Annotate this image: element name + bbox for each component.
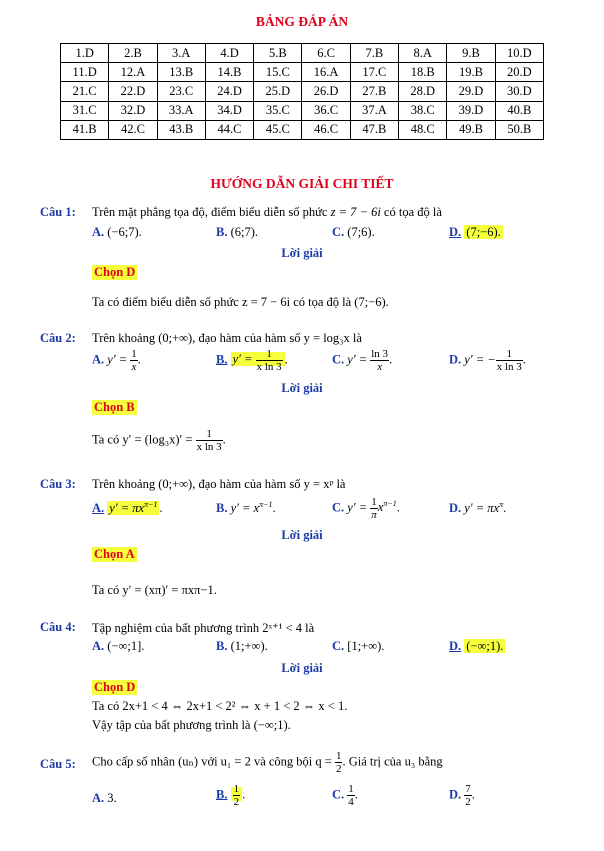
q5-option-b: B. $\frac{1}{2}$ . [216, 783, 246, 808]
answer-cell: 42.C [109, 120, 157, 139]
answer-cell: 5.B [254, 44, 302, 63]
answer-cell: 3.A [157, 44, 205, 63]
question-1-stem: Trên mặt phẳng tọa độ, điểm biểu diễn số phức z = 7 − 6i có tọa độ là [92, 205, 442, 219]
answer-cell: 44.C [205, 120, 253, 139]
q3-chosen-answer: Chọn A [94, 547, 135, 561]
q1-solution-text: Ta có điểm biểu diễn số phức z = 7 − 6i có tọa độ là (7;−6). [92, 295, 389, 309]
answer-cell: 36.C [302, 101, 350, 120]
answer-cell: 9.B [447, 44, 495, 63]
q5-option-d: D. $\frac{7}{2}$ . [449, 783, 475, 808]
answer-cell: 7.B [350, 44, 398, 63]
q4-option-d: D. (−∞;1). [449, 639, 504, 653]
question-2-label: Câu 2: [40, 331, 76, 345]
answer-cell: 10.D [495, 44, 543, 63]
q1-option-c: C. (7;6). [332, 225, 375, 239]
q3-option-b: B. $y' = x^{\pi-1}$. [216, 500, 276, 516]
answer-cell: 30.D [495, 82, 543, 101]
q2-solution-text: Ta có y′ = (log₃x)′ = $\frac{1}{\text{x ln 3}}$ . [92, 428, 226, 453]
q3-option-d: D. $y' = \pi x^\pi$. [449, 500, 507, 516]
answer-cell: 24.D [205, 82, 253, 101]
answer-cell: 16.A [302, 63, 350, 82]
q4-option-b: B. (1;+∞). [216, 639, 268, 653]
q1-option-d: D. (7;−6). [449, 225, 501, 239]
q2-option-a: A. y′ = $\frac{1}{x}$ . [92, 348, 141, 373]
answer-table [60, 43, 544, 140]
answer-cell: 27.B [350, 82, 398, 101]
answer-cell: 11.D [61, 63, 109, 82]
q2-option-d: D. y′ = − $\frac{1}{\text{x ln 3}}$ . [449, 348, 526, 373]
answer-cell: 28.D [399, 82, 447, 101]
q1-solution-heading: Lời giải [281, 246, 323, 260]
question-1-label: Câu 1: [40, 205, 76, 219]
q2-solution-heading: Lời giải [281, 381, 323, 395]
answer-cell: 49.B [447, 120, 495, 139]
answer-cell: 33.A [157, 101, 205, 120]
answer-cell: 38.C [399, 101, 447, 120]
answer-cell: 18.B [399, 63, 447, 82]
q1-chosen-answer: Chọn D [94, 265, 136, 279]
q4-solution-line-2: Vậy tập của bất phương trình là (−∞;1). [92, 718, 291, 732]
answer-cell: 6.C [302, 44, 350, 63]
answer-cell: 17.C [350, 63, 398, 82]
answer-cell: 20.D [495, 63, 543, 82]
q1-option-b: B. (6;7). [216, 225, 259, 239]
q4-solution-heading: Lời giải [281, 661, 323, 675]
answer-cell: 12.A [109, 63, 157, 82]
answer-cell: 22.D [109, 82, 157, 101]
answer-cell: 45.C [254, 120, 302, 139]
answer-cell: 41.B [61, 120, 109, 139]
guide-title: HƯỚNG DẪN GIẢI CHI TIẾT [210, 176, 394, 191]
answer-cell: 21.C [61, 82, 109, 101]
q2-option-b: B. y′ = $\frac{1}{\text{x ln 3}}$ . [216, 348, 288, 373]
answer-cell: 13.B [157, 63, 205, 82]
q4-option-a: A. (−∞;1]. [92, 639, 145, 653]
answer-cell: 34.D [205, 101, 253, 120]
answer-cell: 31.C [61, 101, 109, 120]
answer-table-row [61, 101, 544, 120]
question-3-stem: Trên khoảng (0;+∞), đạo hàm của hàm số y = xᵖ là [92, 477, 346, 491]
answer-cell: 40.B [495, 101, 543, 120]
q4-chosen-answer: Chọn D [94, 680, 136, 694]
answer-cell: 37.A [350, 101, 398, 120]
answer-cell: 26.D [302, 82, 350, 101]
answer-cell: 29.D [447, 82, 495, 101]
q3-option-c: C. y′ = $\frac{1}{\pi}$ $x^{\pi-1}$. [332, 496, 400, 521]
answer-cell: 48.C [399, 120, 447, 139]
answer-cell: 32.D [109, 101, 157, 120]
answer-cell: 43.B [157, 120, 205, 139]
q5-option-c: C. $\frac{1}{4}$ . [332, 783, 358, 808]
question-2-stem: Trên khoảng (0;+∞), đạo hàm của hàm số y = log₃x là [92, 331, 362, 345]
q3-option-a: A. $y' = \pi x^{\pi-1}$ . [92, 500, 163, 516]
answer-cell: 23.C [157, 82, 205, 101]
answer-cell: 19.B [447, 63, 495, 82]
q2-option-c: C. y′ = $\frac{\ln 3}{x}$ . [332, 348, 393, 373]
answer-cell: 25.D [254, 82, 302, 101]
answer-table-row [61, 63, 544, 82]
answer-table-row [61, 120, 544, 139]
q4-option-c: C. [1;+∞). [332, 639, 385, 653]
answer-cell: 35.C [254, 101, 302, 120]
answer-cell: 14.B [205, 63, 253, 82]
answer-cell: 2.B [109, 44, 157, 63]
answer-table-row [61, 44, 544, 63]
question-5-stem: Cho cấp số nhân (uₙ) với u₁ = 2 và công bội q = $\frac{1}{2}$ . Giá trị của u₃ bằng [92, 750, 443, 775]
answer-cell: 4.D [205, 44, 253, 63]
q5-option-a: A. 3. [92, 791, 117, 805]
q3-solution-text: Ta có y′ = (xπ)′ = πxπ−1. [92, 583, 217, 597]
answer-cell: 8.A [399, 44, 447, 63]
q2-chosen-answer: Chọn B [94, 400, 135, 414]
answer-table-title: BẢNG ĐÁP ÁN [255, 14, 349, 29]
answer-cell: 46.C [302, 120, 350, 139]
answer-cell: 39.D [447, 101, 495, 120]
q1-option-a: A. (−6;7). [92, 225, 142, 239]
answer-cell: 1.D [61, 44, 109, 63]
answer-table-row [61, 82, 544, 101]
answer-cell: 15.C [254, 63, 302, 82]
question-5-label: Câu 5: [40, 757, 76, 771]
answer-cell: 50.B [495, 120, 543, 139]
answer-cell: 47.B [350, 120, 398, 139]
q3-solution-heading: Lời giải [281, 528, 323, 542]
q4-solution-line-1: Ta có 2x+1 < 4 ⇔ 2x+1 < 2² ⇔ x + 1 < 2 ⇔ x < 1. [92, 699, 348, 713]
question-4-stem: Tập nghiệm của bất phương trình 2ˣ⁺¹ < 4 là [92, 621, 315, 635]
question-4-label: Câu 4: [40, 620, 76, 634]
question-3-label: Câu 3: [40, 477, 76, 491]
